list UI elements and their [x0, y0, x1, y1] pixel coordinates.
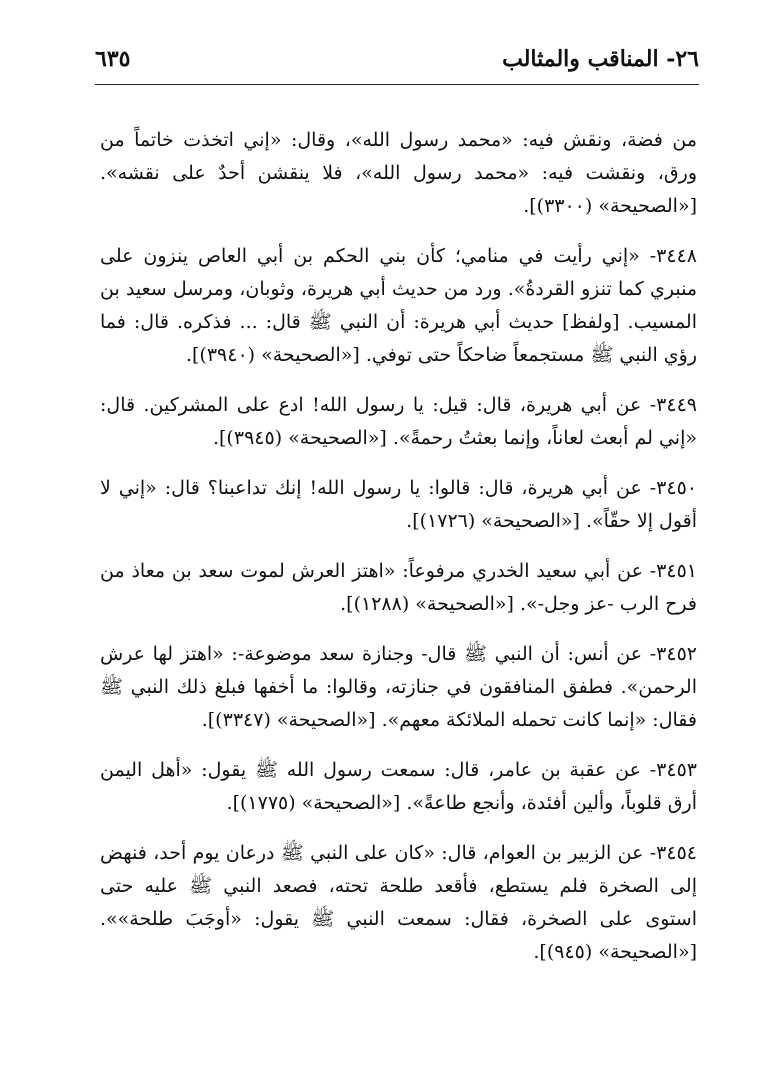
hadith-3450: ٣٤٥٠- عن أبي هريرة، قال: قالوا: يا رسول الله! إنك تداعبنا؟ قال: «إني لا أقول إلا حقّاً». [«الصحيحة» (١٧٢٦)]. [100, 477, 697, 532]
paragraph-continuation: من فضة، ونقش فيه: «محمد رسول الله»، وقال: «إني اتخذت خاتماً من ورق، ونقشت فيه: «محمد رسول الله»، فلا ينقشن أحدٌ على نقشه». [«الصحيحة» (٣٣٠٠)]. [100, 129, 697, 217]
header-divider [95, 84, 699, 85]
hadith-3452: ٣٤٥٢- عن أنس: أن النبي ﷺ قال- وجنازة سعد موضوعة-: «اهتز لها عرش الرحمن». فطفق المنافقون في جنازته، وقالوا: ما أخفها فبلغ ذلك النبي ﷺ فقال: «إنما كانت تحمله الملائكة معهم». [«الصحيحة» (٣٣٤٧)]. [100, 643, 697, 731]
page-body [100, 124, 697, 986]
page-header [95, 40, 699, 80]
hadith-3451: ٣٤٥١- عن أبي سعيد الخدري مرفوعاً: «اهتز العرش لموت سعد بن معاذ من فرح الرب -عز وجل-». [«الصحيحة» (١٢٨٨)]. [100, 560, 697, 615]
hadith-3449: ٣٤٤٩- عن أبي هريرة، قال: قيل: يا رسول الله! ادع على المشركين. قال: «إني لم أبعث لعاناً، وإنما بعثتُ رحمةً». [«الصحيحة» (٣٩٤٥)]. [100, 394, 697, 449]
hadith-3454: ٣٤٥٤- عن الزبير بن العوام، قال: «كان على النبي ﷺ درعان يوم أحد، فنهض إلى الصخرة فلم يستطع، فأقعد طلحة تحته، فصعد النبي ﷺ عليه حتى استوى على الصخرة، فقال: سمعت النبي ﷺ يقول: «أوجَبَ طلحة»». [«الصحيحة» (٩٤٥)]. [100, 842, 697, 963]
page-number: ٦٣٥ [95, 46, 131, 72]
hadith-3448: ٣٤٤٨- «إني رأيت في منامي؛ كأن بني الحكم بن أبي العاص ينزون على منبري كما تنزو القردةُ». ورد من حديث أبي هريرة، وثوبان، ومرسل سعيد بن المسيب. [ولفظ] حديث أبي هريرة: أن النبي ﷺ قال: ... فذكره. قال: فما رؤي النبي ﷺ مستجمعاً ضاحكاً حتى توفي. [«الصحيحة» (٣٩٤٠)]. [100, 245, 697, 366]
hadith-3453: ٣٤٥٣- عن عقبة بن عامر، قال: سمعت رسول الله ﷺ يقول: «أهل اليمن أرق قلوباً، وألين أفئدة، وأنجع طاعةً». [«الصحيحة» (١٧٧٥)]. [100, 759, 697, 814]
chapter-title: ٢٦- المناقب والمثالب [502, 46, 699, 72]
